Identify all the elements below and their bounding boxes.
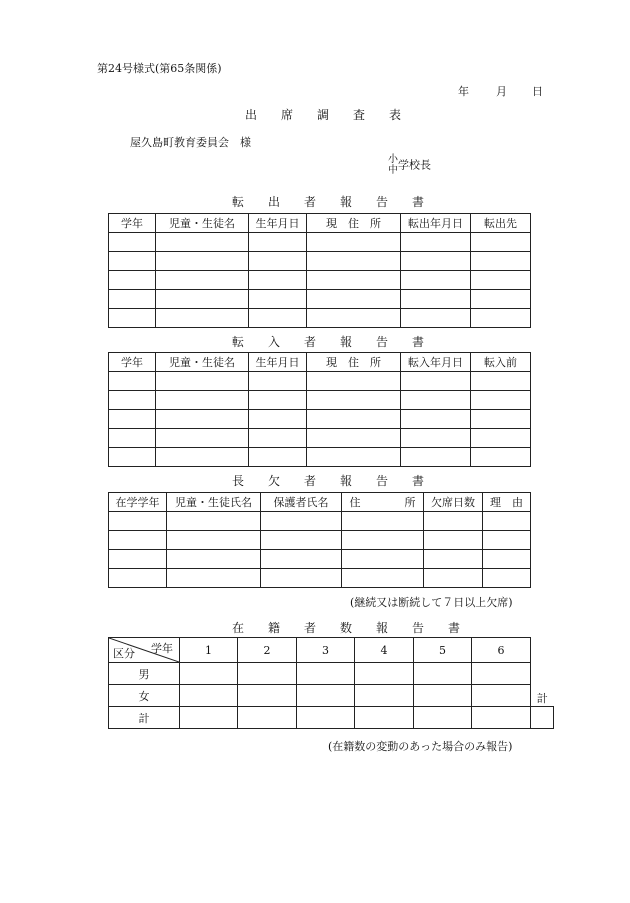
table-row	[109, 448, 531, 467]
date-year-label: 年	[458, 85, 469, 98]
table-row	[109, 569, 531, 588]
form-number: 第24号様式(第65条関係)	[97, 62, 222, 75]
transfer-out-table	[108, 213, 531, 328]
header-grade-2: 2	[238, 638, 297, 663]
long-absence-note: (継続又は断続して７日以上欠席)	[350, 596, 513, 609]
header-previous-school: 転入前	[471, 353, 531, 372]
header-grade-5: 5	[414, 638, 472, 663]
header-grade-4: 4	[355, 638, 414, 663]
table-row	[109, 233, 531, 252]
table-header-row	[109, 638, 554, 663]
table-row	[109, 391, 531, 410]
header-destination: 転出先	[471, 214, 531, 233]
header-transfer-in-date: 転入年月日	[401, 353, 471, 372]
header-student-full-name: 児童・生徒氏名	[167, 493, 261, 512]
long-absence-table	[108, 492, 531, 588]
grand-total-cell[interactable]	[531, 707, 554, 729]
principal-suffix: 学校長	[398, 158, 431, 172]
school-principal-label	[388, 154, 431, 176]
row-label-male: 男	[109, 663, 180, 685]
header-birthdate: 生年月日	[249, 353, 307, 372]
header-grade-3: 3	[297, 638, 355, 663]
header-address: 現 住 所	[307, 214, 401, 233]
header-transfer-out-date: 転出年月日	[401, 214, 471, 233]
header-reason: 理 由	[483, 493, 531, 512]
header-enrolled-grade: 在学学年	[109, 493, 167, 512]
table-row	[109, 512, 531, 531]
table-row	[109, 550, 531, 569]
addressee: 屋久島町教育委員会 様	[130, 136, 251, 149]
grand-total-label: 計	[536, 692, 548, 705]
header-corner-cell	[109, 638, 180, 663]
header-grade-6: 6	[472, 638, 531, 663]
long-absence-title: 長 欠 者 報 告 書	[232, 474, 425, 488]
table-row	[109, 290, 531, 309]
table-row	[109, 685, 554, 707]
header-absence-days: 欠席日数	[424, 493, 483, 512]
row-label-total: 計	[109, 707, 180, 729]
school-type-elementary: 小	[388, 154, 398, 165]
table-row	[109, 309, 531, 328]
document-title: 出 席 調 査 表	[245, 108, 402, 122]
transfer-out-title: 転 出 者 報 告 書	[232, 195, 425, 209]
header-student-name: 児童・生徒名	[156, 214, 249, 233]
table-row	[109, 663, 554, 685]
enrollment-title: 在 籍 者 数 報 告 書	[232, 621, 461, 635]
table-row	[109, 252, 531, 271]
corner-category-label: 区分	[113, 647, 135, 660]
corner-grade-label: 学年	[151, 642, 173, 655]
transfer-in-table	[108, 352, 531, 467]
enrollment-table	[108, 637, 554, 729]
transfer-in-title: 転 入 者 報 告 書	[232, 335, 425, 349]
date-month-label: 月	[496, 85, 507, 98]
header-grade-1: 1	[180, 638, 238, 663]
header-address: 現 住 所	[307, 353, 401, 372]
row-label-female: 女	[109, 685, 180, 707]
enrollment-note: (在籍数の変動のあった場合のみ報告)	[328, 740, 513, 753]
header-grade: 学年	[109, 214, 156, 233]
header-guardian-name: 保護者氏名	[261, 493, 342, 512]
table-header-row	[109, 353, 531, 372]
table-row	[109, 271, 531, 290]
header-birthdate: 生年月日	[249, 214, 307, 233]
school-type-junior-high: 中	[388, 165, 398, 176]
table-row	[109, 531, 531, 550]
table-header-row	[109, 214, 531, 233]
table-row	[109, 707, 554, 729]
header-grade: 学年	[109, 353, 156, 372]
header-student-name: 児童・生徒名	[156, 353, 249, 372]
header-address: 住 所	[342, 493, 424, 512]
table-row	[109, 410, 531, 429]
table-row	[109, 429, 531, 448]
date-day-label: 日	[532, 85, 543, 98]
table-header-row	[109, 493, 531, 512]
table-row	[109, 372, 531, 391]
